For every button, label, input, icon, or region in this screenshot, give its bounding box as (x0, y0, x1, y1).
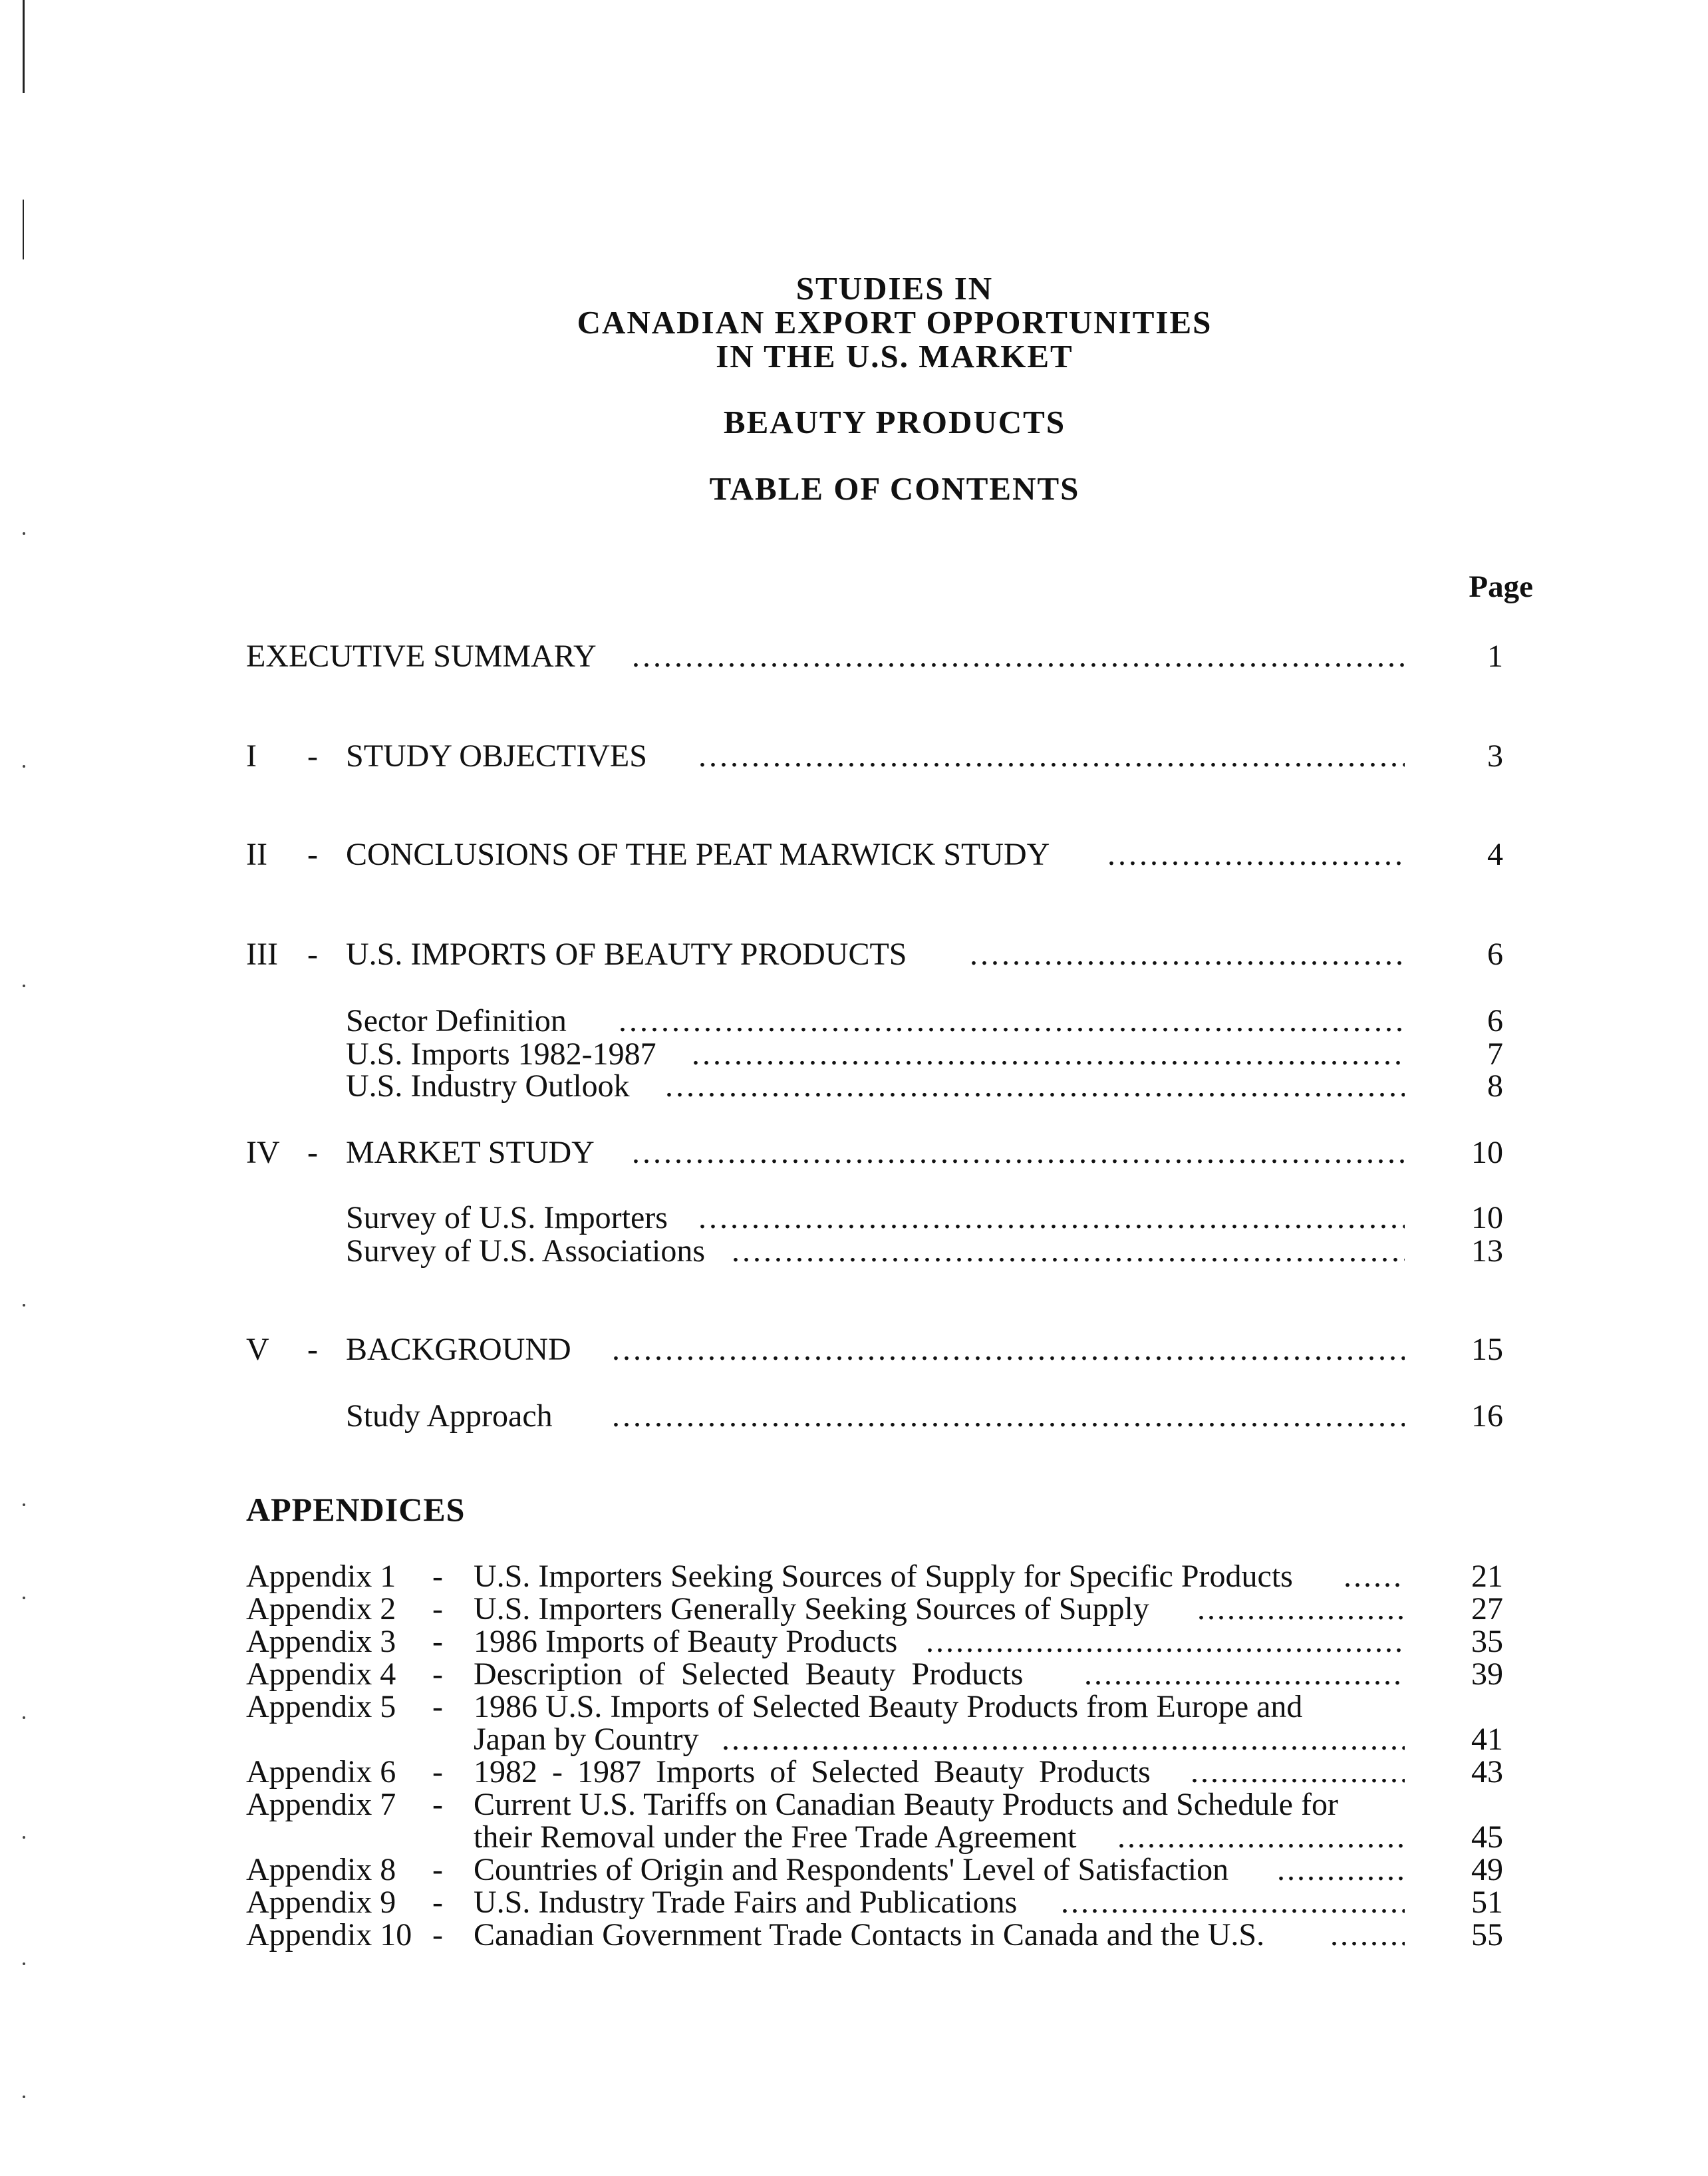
section-dash: - (307, 837, 318, 872)
toc-subentry-study-approach[interactable] (346, 1397, 553, 1436)
toc-entry-executive-summary[interactable] (246, 637, 597, 676)
page-column-label: Page (1469, 569, 1533, 604)
appendix-label: Appendix 3 (246, 1624, 396, 1659)
dot-leader (612, 1330, 1405, 1369)
toc-subentry-survey-associations[interactable] (346, 1232, 705, 1271)
toc-page-number: 6 (1487, 1003, 1503, 1038)
appendix-page-number: 21 (1471, 1559, 1503, 1594)
section-numeral: I (246, 738, 257, 774)
toc-page-number: 4 (1487, 837, 1503, 872)
appendix-7-entry[interactable]: Current U.S. Tariffs on Canadian Beauty Products and Schedule for (474, 1787, 1338, 1822)
appendix-3-entry[interactable]: 1986 Imports of Beauty Products (474, 1624, 898, 1659)
toc-page-number: 10 (1471, 1135, 1503, 1170)
title-line-2: CANADIAN EXPORT OPPORTUNITIES (577, 304, 1212, 341)
edge-dot (23, 1597, 25, 1599)
toc-entry-label: CONCLUSIONS OF THE PEAT MARWICK STUDY (346, 837, 1050, 872)
appendix-8-entry[interactable]: Countries of Origin and Respondents' Level of Satisfaction (474, 1852, 1229, 1887)
appendix-page-number: 39 (1471, 1656, 1503, 1692)
dot-leader (970, 935, 1405, 974)
toc-entry-label: MARKET STUDY (346, 1135, 595, 1170)
toc-entry-background[interactable] (346, 1330, 571, 1369)
appendix-label: Appendix 1 (246, 1559, 396, 1594)
appendix-page-number: 35 (1471, 1624, 1503, 1659)
appendix-dash: - (432, 1754, 443, 1789)
toc-page-number: 3 (1487, 738, 1503, 774)
toc-entry-label: EXECUTIVE SUMMARY (246, 639, 597, 674)
toc-entry-conclusions[interactable] (346, 836, 1050, 874)
appendix-dash: - (432, 1852, 443, 1887)
title-line-1: STUDIES IN (795, 270, 994, 307)
appendix-6-entry[interactable]: 1982 - 1987 Imports of Selected Beauty Products (474, 1754, 1151, 1789)
dot-leader (1061, 1886, 1405, 1919)
toc-page-number: 6 (1487, 937, 1503, 972)
edge-dot (23, 1716, 25, 1719)
appendix-dash: - (432, 1787, 443, 1822)
document-title (0, 271, 1708, 373)
appendix-page-number: 51 (1471, 1885, 1503, 1920)
edge-line (23, 0, 25, 93)
appendix-4-entry[interactable]: Description of Selected Beauty Products (474, 1656, 1024, 1692)
toc-heading: TABLE OF CONTENTS (709, 470, 1080, 507)
dot-leader (632, 1134, 1405, 1172)
dot-leader (632, 637, 1405, 676)
appendix-page-number: 41 (1471, 1722, 1503, 1757)
appendix-page-number: 49 (1471, 1852, 1503, 1887)
section-numeral: V (246, 1332, 269, 1367)
appendix-label: Appendix 2 (246, 1591, 396, 1627)
edge-line (23, 200, 24, 259)
appendix-dash: - (432, 1591, 443, 1627)
toc-entry-label: STUDY OBJECTIVES (346, 738, 647, 774)
section-dash: - (307, 1332, 318, 1367)
toc-page-number: 1 (1487, 639, 1503, 674)
toc-subentry-label: U.S. Imports 1982-1987 (346, 1036, 656, 1072)
appendix-5-entry[interactable]: 1986 U.S. Imports of Selected Beauty Products from Europe and (474, 1689, 1303, 1724)
toc-subentry-label: Sector Definition (346, 1003, 567, 1038)
appendix-label: Appendix 8 (246, 1852, 396, 1887)
toc-entry-label: BACKGROUND (346, 1332, 571, 1367)
appendices-heading: APPENDICES (246, 1491, 466, 1528)
dot-leader (1084, 1658, 1405, 1691)
appendix-dash: - (432, 1885, 443, 1920)
dot-leader (732, 1232, 1405, 1271)
dot-leader (1107, 836, 1405, 874)
toc-page-number: 15 (1471, 1332, 1503, 1367)
toc-entry-label: U.S. IMPORTS OF BEAUTY PRODUCTS (346, 937, 907, 972)
toc-page-number: 16 (1471, 1398, 1503, 1434)
toc-entry-study-objectives[interactable] (346, 737, 647, 776)
appendix-label: Appendix 5 (246, 1689, 396, 1724)
dot-leader (1117, 1821, 1405, 1854)
appendix-2-entry[interactable]: U.S. Importers Generally Seeking Sources of Supply (474, 1591, 1149, 1627)
dot-leader (1344, 1560, 1405, 1593)
appendix-7-entry-cont: their Removal under the Free Trade Agreement (474, 1819, 1077, 1855)
appendix-label: Appendix 9 (246, 1885, 396, 1920)
appendix-page-number: 45 (1471, 1819, 1503, 1855)
appendix-dash: - (432, 1656, 443, 1692)
toc-entry-us-imports[interactable] (346, 935, 907, 974)
dot-leader (665, 1067, 1405, 1106)
dot-leader (612, 1397, 1405, 1436)
dot-leader (1330, 1919, 1405, 1952)
appendix-10-entry[interactable]: Canadian Government Trade Contacts in Canada and the U.S. (474, 1917, 1265, 1952)
appendix-label: Appendix 4 (246, 1656, 396, 1692)
section-numeral: IV (246, 1135, 280, 1170)
section-dash: - (307, 738, 318, 774)
dot-leader (1191, 1756, 1405, 1789)
toc-subentry-label: Survey of U.S. Associations (346, 1233, 705, 1269)
appendix-dash: - (432, 1624, 443, 1659)
appendix-page-number: 27 (1471, 1591, 1503, 1627)
appendix-1-entry[interactable]: U.S. Importers Seeking Sources of Supply for Specific Products (474, 1559, 1293, 1594)
section-numeral: II (246, 837, 267, 872)
section-numeral: III (246, 937, 278, 972)
appendix-label: Appendix 10 (246, 1917, 412, 1952)
edge-dot (23, 1503, 25, 1506)
toc-page-number: 7 (1487, 1036, 1503, 1072)
edge-dot (23, 985, 25, 987)
section-dash: - (307, 937, 318, 972)
edge-dot (23, 765, 25, 768)
appendix-5-entry-cont: Japan by Country (474, 1722, 699, 1757)
edge-dot (23, 1962, 25, 1965)
toc-page-number: 10 (1471, 1200, 1503, 1235)
appendix-9-entry[interactable]: U.S. Industry Trade Fairs and Publications (474, 1885, 1018, 1920)
toc-subentry-label: U.S. Industry Outlook (346, 1068, 630, 1104)
appendix-label: Appendix 7 (246, 1787, 396, 1822)
toc-subentry-label: Study Approach (346, 1398, 553, 1434)
toc-page-number: 13 (1471, 1233, 1503, 1269)
edge-dot (23, 532, 25, 535)
edge-dot (23, 2096, 25, 2098)
toc-subentry-label: Survey of U.S. Importers (346, 1200, 668, 1235)
edge-dot (23, 1836, 25, 1839)
appendix-page-number: 55 (1471, 1917, 1503, 1952)
edge-dot (23, 1304, 25, 1307)
section-dash: - (307, 1135, 318, 1170)
appendix-dash: - (432, 1689, 443, 1724)
toc-subentry-us-industry-outlook[interactable] (346, 1067, 630, 1106)
dot-leader (926, 1625, 1405, 1658)
appendix-label: Appendix 6 (246, 1754, 396, 1789)
toc-page-number: 8 (1487, 1068, 1503, 1104)
toc-entry-market-study[interactable] (346, 1134, 595, 1172)
appendix-dash: - (432, 1559, 443, 1594)
document-subtitle: BEAUTY PRODUCTS (723, 404, 1066, 440)
dot-leader (1197, 1593, 1405, 1626)
dot-leader (698, 737, 1405, 776)
dot-leader (1277, 1853, 1405, 1887)
appendix-dash: - (432, 1917, 443, 1952)
dot-leader (722, 1723, 1405, 1756)
appendix-page-number: 43 (1471, 1754, 1503, 1789)
title-line-3: IN THE U.S. MARKET (716, 338, 1073, 375)
